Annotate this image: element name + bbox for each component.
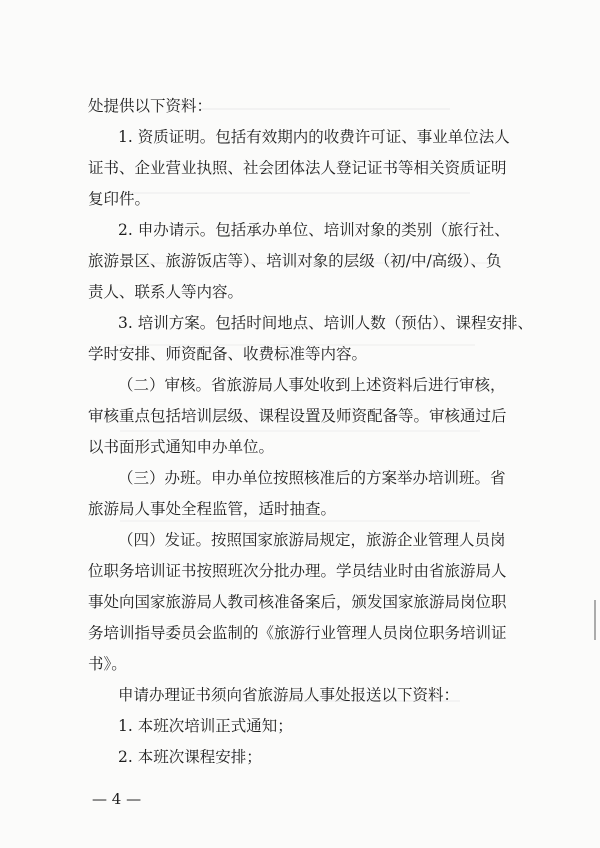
text-line: （三）办班。申办单位按照核准后的方案举办培训班。省: [118, 469, 506, 487]
text-line: 事处向国家旅游局人教司核准备案后，颁发国家旅游局岗位职: [88, 593, 507, 611]
text-line: 证书、企业营业执照、社会团体法人登记证书等相关资质证明: [88, 159, 507, 177]
text-line: 学时安排、师资配备、收费标准等内容。: [88, 345, 368, 363]
text-line: 审核重点包括培训层级、课程设置及师资配备等。审核通过后: [88, 407, 507, 425]
text-line: 2. 本班次课程安排；: [118, 748, 262, 766]
text-line: 旅游局人事处全程监管，适时抽查。: [88, 500, 337, 518]
text-line: 申请办理证书须向省旅游局人事处报送以下资料：: [118, 686, 460, 704]
page-number: — 4 —: [92, 790, 142, 808]
text-line: 复印件。: [88, 190, 151, 208]
text-line: 1. 资质证明。包括有效期内的收费许可证、事业单位法人: [118, 128, 510, 146]
text-line: （二）审核。省旅游局人事处收到上述资料后进行审核，: [118, 376, 506, 394]
text-line: 旅游景区、旅游饭店等）、培训对象的层级（初/中/高级）、负: [88, 252, 502, 270]
text-line: （四）发证。按照国家旅游局规定，旅游企业管理人员岗: [118, 531, 506, 549]
text-line: 书》。: [88, 655, 127, 673]
text-line: 1. 本班次培训正式通知；: [118, 717, 293, 735]
text-line: 务培训指导委员会监制的《旅游行业管理人员岗位职务培训证: [88, 624, 507, 642]
text-line: 以书面形式通知申办单位。: [88, 438, 275, 456]
text-line: 位职务培训证书按照班次分批办理。学员结业时由省旅游局人: [88, 562, 507, 580]
text-line: 2. 申办请示。包括承办单位、培训对象的类别（旅行社、: [118, 221, 510, 239]
text-line: 责人、联系人等内容。: [88, 283, 244, 301]
text-line: 处提供以下资料：: [88, 97, 213, 115]
text-line: 3. 培训方案。包括时间地点、培训人数（预估）、课程安排、: [118, 314, 533, 332]
